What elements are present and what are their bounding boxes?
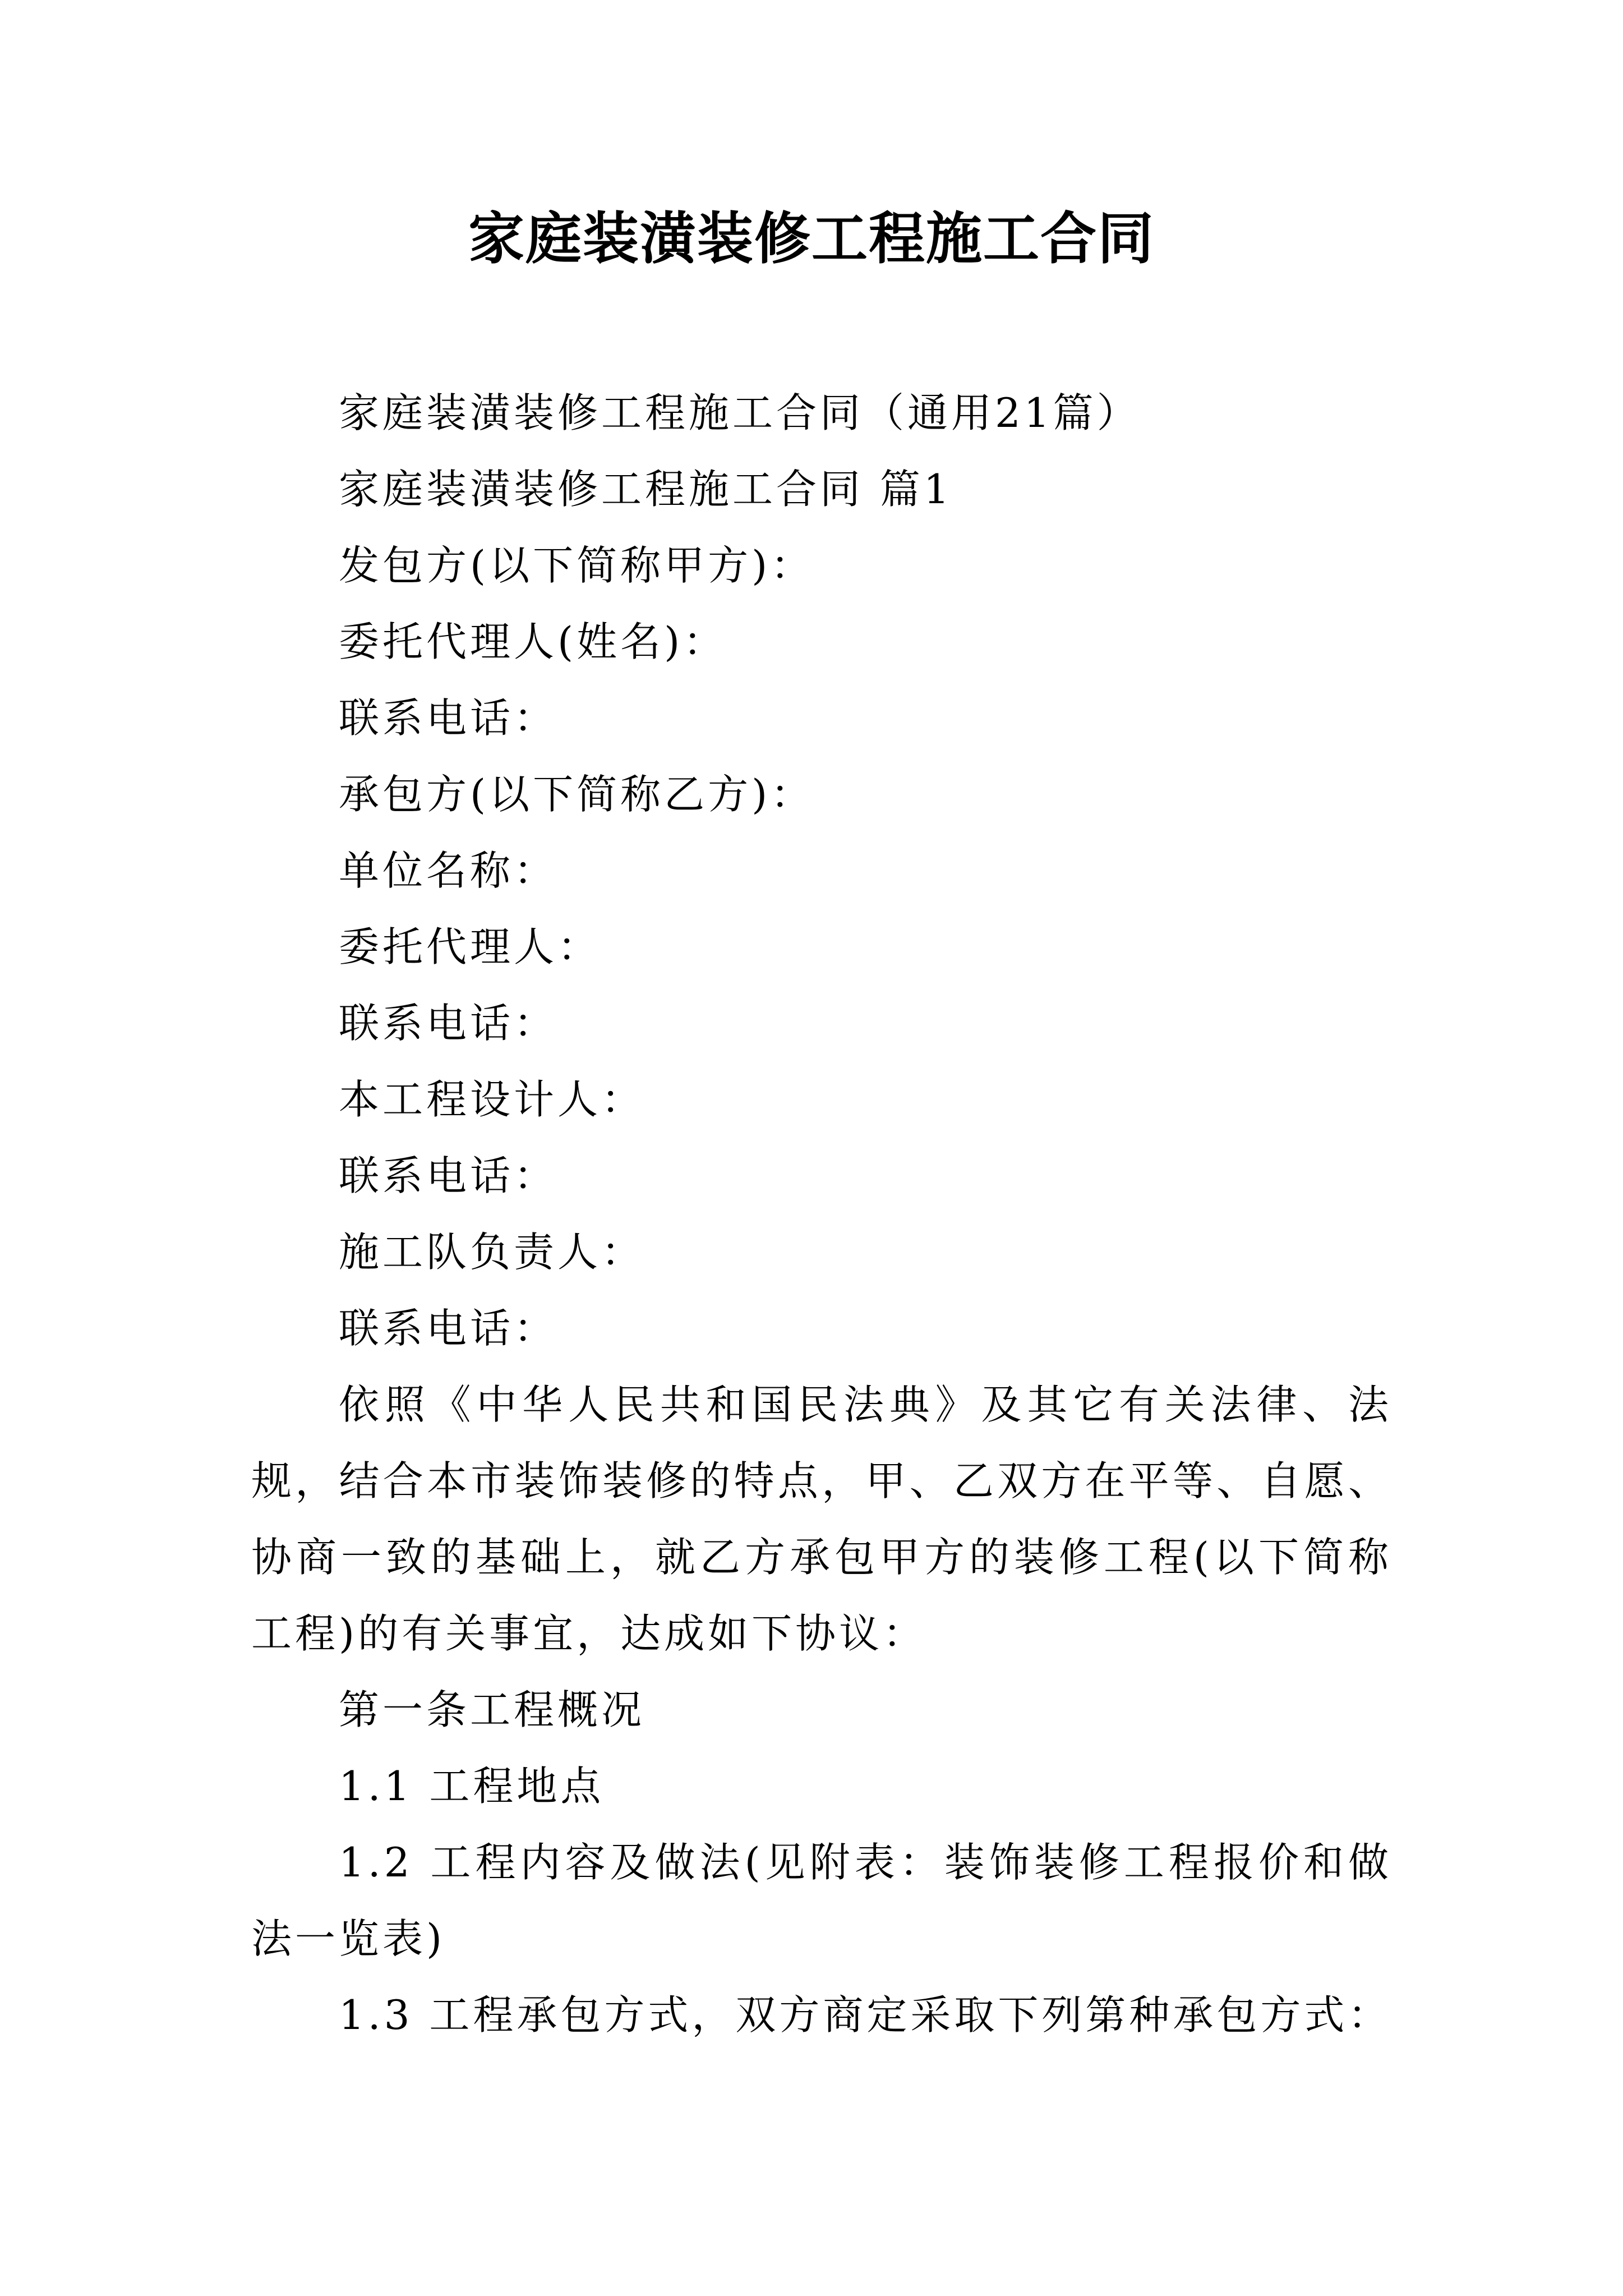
paragraph-clause-1-3: 1.3 工程承包方式，双方商定采取下列第种承包方式： <box>339 1991 1392 2039</box>
paragraph-company-name: 单位名称： <box>339 847 558 894</box>
paragraph-clause-1-2: 1.2 工程内容及做法(见附表：装饰装修工程报价和做法一览表) <box>251 1839 1392 1962</box>
paragraph-party-b: 承包方(以下简称乙方)： <box>339 771 815 818</box>
paragraph-party-a-agent: 委托代理人(姓名)： <box>339 618 727 665</box>
paragraph-preamble: 依照《中华人民共和国民法典》及其它有关法律、法规，结合本市装饰装修的特点，甲、乙双方在平等、自愿、协商一致的基础上，就乙方承包甲方的装修工程(以下简称工程)的有关事宜，达成如下协议： <box>251 1381 1392 1657</box>
document-title: 家庭装潢装修工程施工合同 <box>468 205 1155 272</box>
paragraph-party-a: 发包方(以下简称甲方)： <box>339 542 815 589</box>
paragraph-article-one: 第一条工程概况 <box>339 1686 645 1733</box>
paragraph-designer-phone: 联系电话： <box>339 1152 558 1199</box>
paragraph-party-a-phone: 联系电话： <box>339 694 558 742</box>
paragraph-party-b-agent: 委托代理人： <box>339 923 602 970</box>
paragraph-designer: 本工程设计人： <box>339 1076 645 1123</box>
paragraph-article-heading: 家庭装潢装修工程施工合同 篇1 <box>339 466 953 513</box>
paragraph-team-leader: 施工队负责人： <box>339 1228 645 1276</box>
paragraph-team-leader-phone: 联系电话： <box>339 1305 558 1352</box>
document-body <box>251 375 1392 2053</box>
paragraph-party-b-phone: 联系电话： <box>339 1000 558 1047</box>
paragraph-collection-title: 家庭装潢装修工程施工合同（通用21篇） <box>339 389 1141 436</box>
paragraph-clause-1-1: 1.1 工程地点 <box>339 1763 605 1810</box>
